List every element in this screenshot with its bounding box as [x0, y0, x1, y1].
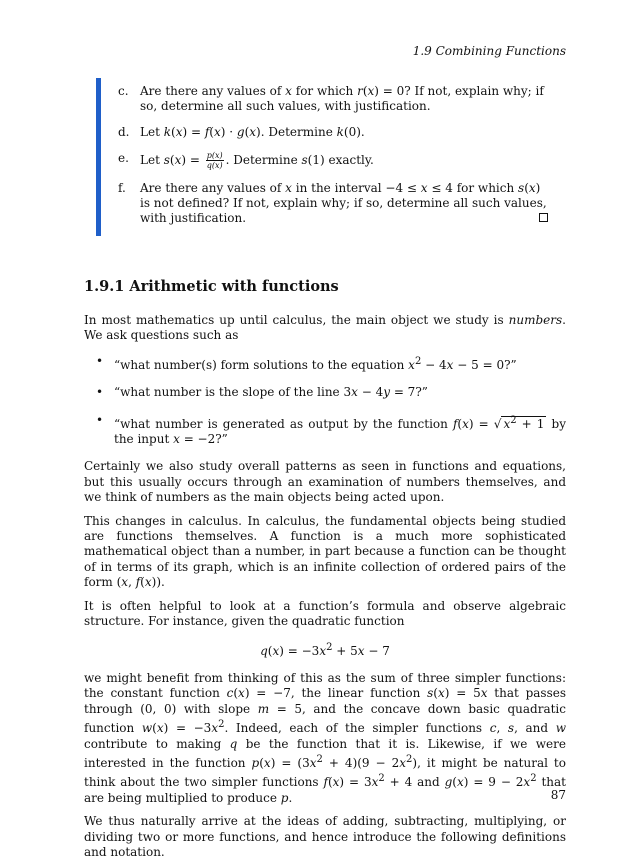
display-equation: $q(x) = -3x^2 + 5x - 7$: [260, 641, 390, 658]
item-text: Let s(x) = $\frac{p(x)}{q(x)}$ . Determine s(1) exactly.: [140, 151, 374, 170]
intro-paragraph: In most mathematics up until calculus, the main object we study is numbers. We ask questions such as: [84, 313, 566, 343]
item-text: Are there any values of x in the interval −4 ≤ x ≤ 4 for which s(x) is not defined? If not, explain why; if so, determine all such values, with justification.: [140, 181, 547, 225]
list-item: • “what number is generated as output by the function f(x) = √ $x^2 + 1$ by the input x = −2?”: [84, 413, 566, 448]
paragraph: we might benefit from thinking of this as the sum of three simpler functions: the constant function c(x) = −7, the linear function s(x) = 5x that passes through (0, 0) with slope m = 5, and the concave down basic quadratic function $w(x) = -3x^2$. Indeed, each of the simpler functions c, s, and w contribute to making q be the function that it is. Likewise, if we were interested in the function $p(x) = (3x^2 + 4)(9 - 2x^2)$, it might be natural to think about the two simpler functions $f(x) = 3x^2 + 4$ and $g(x) = 9 - 2x^2$ that are being multiplied to produce p.: [84, 670, 567, 805]
exercise-item-c: [118, 84, 548, 114]
body-text: [84, 313, 566, 868]
item-text: Are there any values of x for which r(x) = 0? If not, explain why; if so, determine all such values, with justification.: [140, 84, 544, 113]
exercise-item-e: [118, 151, 548, 170]
section-heading: 1.9.1 Arithmetic with functions: [84, 278, 339, 295]
page-number: 87: [550, 788, 566, 802]
fraction: $\frac{p(x)}{q(x)}$: [206, 151, 223, 170]
exercise-item-f: [118, 181, 548, 226]
item-label: d.: [118, 125, 130, 139]
question-list: [84, 354, 566, 448]
activity-margin-bar: [96, 78, 101, 236]
exercise-list: [118, 84, 548, 237]
qed-square-icon: [539, 213, 548, 222]
item-label: f.: [118, 181, 126, 195]
item-label: c.: [118, 84, 129, 98]
paragraph: Certainly we also study overall patterns as seen in functions and equations, but this usually occurs through an examination of numbers themselves, and we think of numbers as the main objects being acted upon.: [84, 459, 566, 505]
paragraph: We thus naturally arrive at the ideas of adding, subtracting, multiplying, or dividing two or more functions, and hence introduce the following definitions and notation.: [84, 814, 566, 859]
list-item: • “what number is the slope of the line 3x − 4y = 7?”: [84, 385, 566, 400]
paragraph: It is often helpful to look at a function’s formula and observe algebraic structure. For instance, given the quadratic function: [84, 598, 566, 629]
list-item: • “what number(s) form solutions to the equation $x^2 - 4x - 5 = 0$?”: [84, 354, 566, 373]
item-text: Let k(x) = f(x) · g(x). Determine k(0).: [140, 125, 365, 139]
paragraph: This changes in calculus. In calculus, the fundamental objects being studied are functions themselves. A function is a much more sophisticated mathematical object than a number, in part because a function can be thought of in terms of its graph, which is an infinite collection of ordered pairs of the form (x, f(x)).: [84, 513, 566, 590]
exercise-item-d: [118, 125, 548, 140]
item-label: e.: [118, 151, 129, 165]
running-head: 1.9 Combining Functions: [412, 44, 566, 58]
